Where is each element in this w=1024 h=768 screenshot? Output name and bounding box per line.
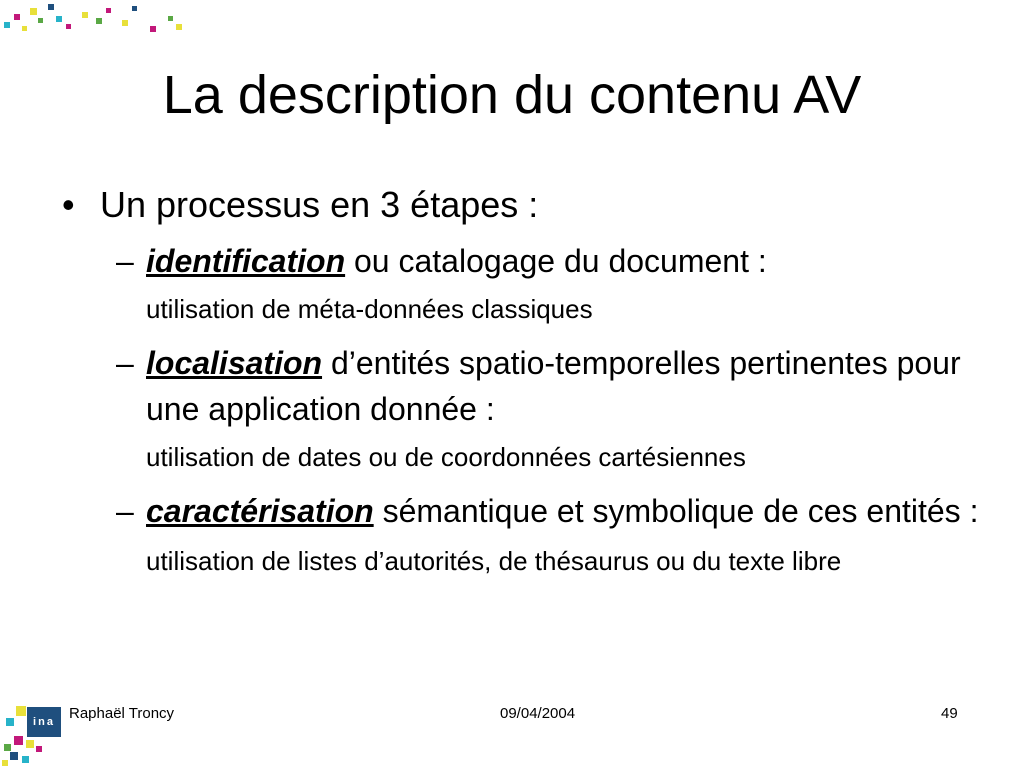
slide-title: La description du contenu AV: [162, 65, 862, 125]
footer-author: Raphaël Troncy: [69, 705, 175, 722]
step-detail: utilisation de méta-données classiques: [146, 294, 593, 324]
step-text: d’entités spatio-temporelles pertinentes pour une application donnée :: [146, 345, 961, 427]
step-keyword: localisation: [146, 345, 323, 381]
step-detail: utilisation de listes d’autorités, de thésaurus ou du texte libre: [146, 546, 842, 576]
dash-icon: –: [116, 493, 134, 529]
step-keyword: identification: [146, 243, 346, 279]
pixel-decoration-icon: [0, 0, 200, 40]
step-identification: [56, 238, 996, 332]
step-text: ou catalogage du document :: [345, 243, 767, 279]
dash-icon: –: [116, 345, 134, 381]
step-caracterisation: [56, 488, 996, 584]
main-bullet: [56, 180, 996, 230]
ina-logo-icon: ina: [27, 707, 61, 737]
step-keyword: caractérisation: [146, 493, 374, 529]
bullet-icon: •: [62, 184, 75, 225]
slide-content: [56, 180, 996, 584]
step-localisation: [56, 340, 996, 480]
footer-date: 09/04/2004: [500, 705, 576, 722]
main-bullet-text: Un processus en 3 étapes :: [100, 184, 539, 225]
step-detail: utilisation de dates ou de coordonnées cartésiennes: [146, 442, 746, 472]
dash-icon: –: [116, 243, 134, 279]
step-text: sémantique et symbolique de ces entités :: [373, 493, 979, 529]
page-number: 49: [941, 705, 958, 722]
